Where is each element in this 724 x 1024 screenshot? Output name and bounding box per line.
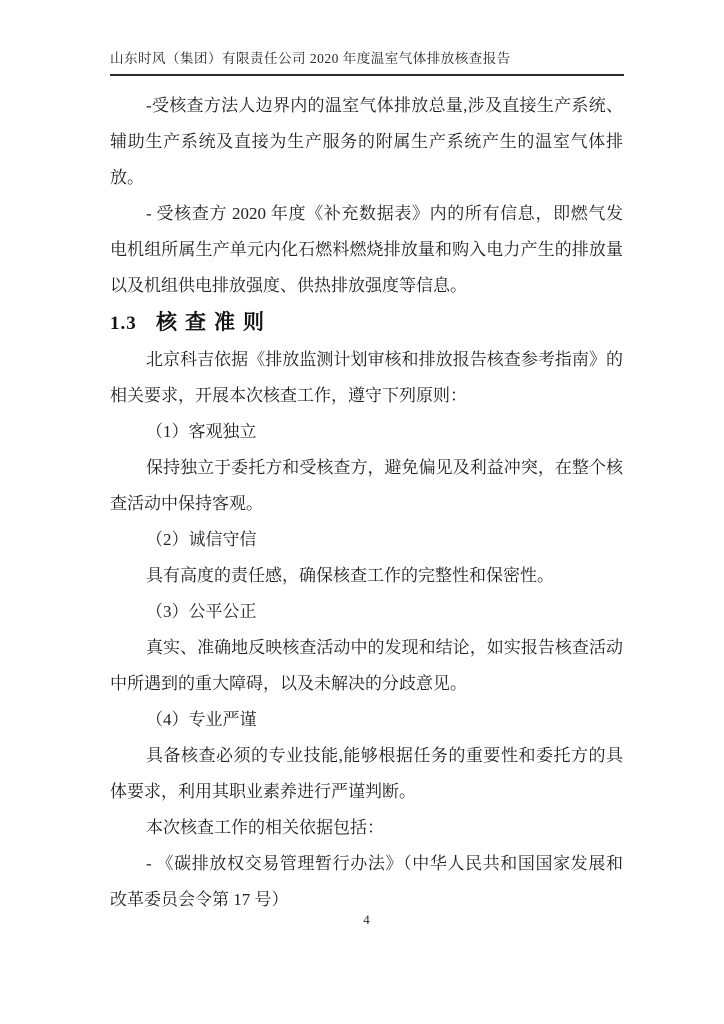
principle-3-description: 真实、准确地反映核查活动中的发现和结论，如实报告核查活动中所遇到的重大障碍，以及未解决的分歧意见。 [110, 638, 623, 693]
section-title: 核查准则 [156, 310, 272, 334]
page-number: 4 [363, 912, 370, 927]
principle-3-title: （3）公平公正 [146, 602, 257, 621]
paragraph-reference-item-1: - 《碳排放权交易管理暂行办法》（中华人民共和国国家发展和改革委员会令第 17 号） [110, 854, 623, 909]
principle-2-title: （2）诚信守信 [146, 530, 257, 549]
principle-4-title: （4）专业严谨 [146, 710, 257, 729]
principle-4-description: 具备核查必须的专业技能,能够根据任务的重要性和委托方的具体要求，利用其职业素养进行严谨判断。 [110, 746, 623, 801]
principle-2-description: 具有高度的责任感，确保核查工作的完整性和保密性。 [146, 566, 554, 585]
paragraph-supplementary-data: - 受核查方 2020 年度《补充数据表》内的所有信息，即燃气发电机组所属生产单元内化石燃料燃烧排放量和购入电力产生的排放量以及机组供电排放强度、供热排放强度等信息。 [110, 204, 623, 295]
paragraph-references-intro: 本次核查工作的相关依据包括： [146, 818, 384, 837]
document-body [110, 88, 623, 918]
paragraph-verification-basis-intro: 北京科吉依据《排放监测计划审核和排放报告核查参考指南》的相关要求，开展本次核查工作，遵守下列原则： [110, 350, 623, 405]
running-header [110, 47, 624, 76]
running-header-title: 山东时风（集团）有限责任公司 2020 年度温室气体排放核查报告 [110, 51, 511, 66]
section-number: 1.3 [110, 313, 137, 334]
principle-1-title: （1）客观独立 [146, 422, 257, 441]
paragraph-ghg-boundary: -受核查方法人边界内的温室气体排放总量,涉及直接生产系统、辅助生产系统及直接为生产服务的附属生产系统产生的温室气体排放。 [110, 96, 623, 187]
principle-1-description: 保持独立于委托方和受核查方，避免偏见及利益冲突，在整个核查活动中保持客观。 [110, 458, 623, 513]
section-heading [110, 304, 623, 342]
